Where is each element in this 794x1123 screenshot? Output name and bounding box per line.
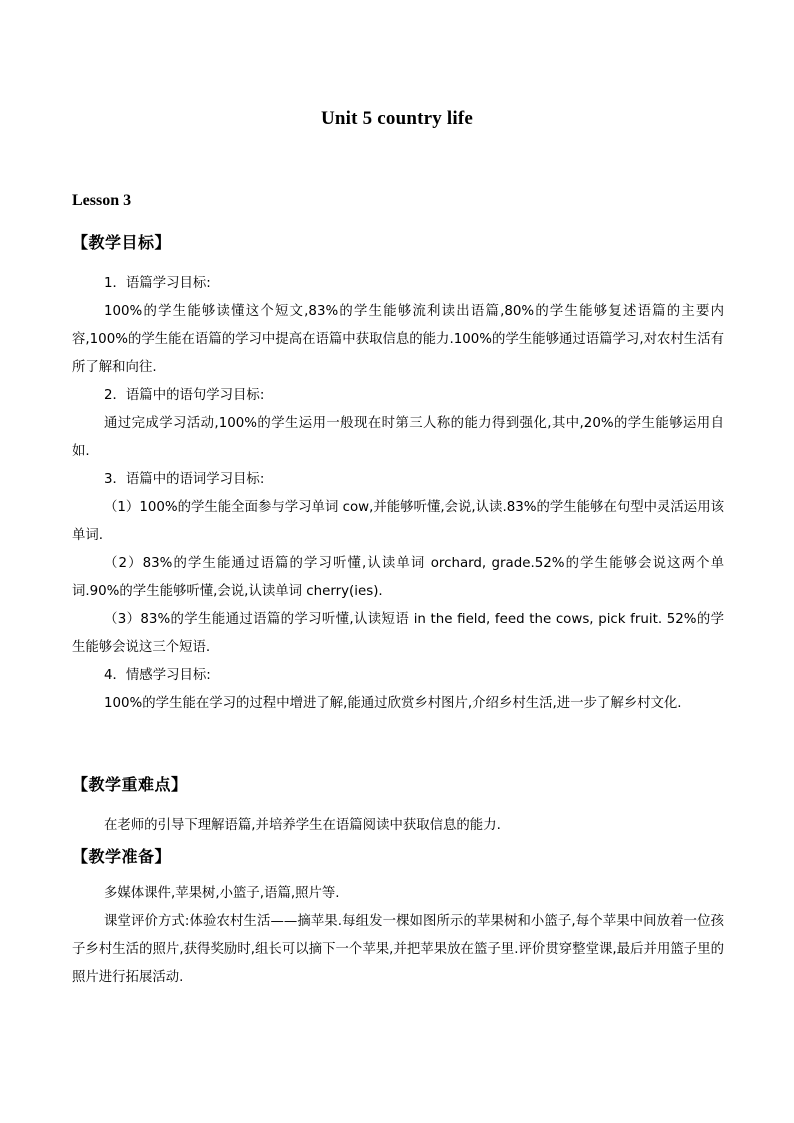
- key-points-heading: 【教学重难点】: [72, 775, 188, 794]
- objective-3-sub-1: （1）100%的学生能全面参与学习单词 cow,并能够听懂,会说,认读.83%的学生能够在句型中灵活运用该单词.: [72, 500, 724, 543]
- lesson-label: Lesson 3: [72, 192, 132, 209]
- objective-4-title: 4．情感学习目标:: [104, 668, 211, 683]
- objective-4-text: 100%的学生能在学习的过程中增进了解,能通过欣赏乡村图片,介绍乡村生活,进一步了解乡村文化.: [104, 696, 682, 711]
- objectives-section: [72, 270, 724, 718]
- objective-2-text: 通过完成学习活动,100%的学生运用一般现在时第三人称的能力得到强化,其中,20%的学生能够运用自如.: [72, 416, 724, 459]
- document-title: Unit 5 country life: [320, 108, 474, 129]
- preparation-heading: 【教学准备】: [72, 847, 172, 866]
- key-points-text: 在老师的引导下理解语篇,并培养学生在语篇阅读中获取信息的能力.: [104, 818, 501, 833]
- objective-3-sub-3: （3）83%的学生能通过语篇的学习听懂,认读短语 in the field, feed the cows, pick fruit. 52%的学生能够会说这三个短语.: [72, 612, 724, 655]
- objectives-heading: 【教学目标】: [72, 233, 172, 252]
- objective-3-sub-2: （2）83%的学生能通过语篇的学习听懂,认读单词 orchard, grade.52%的学生能够会说这两个单词.90%的学生能够听懂,会说,认读单词 cherry(ies).: [72, 556, 724, 599]
- objective-1-title: 1．语篇学习目标:: [104, 276, 211, 291]
- key-points-section: [72, 812, 724, 840]
- preparation-evaluation: 课堂评价方式:体验农村生活——摘苹果.每组发一棵如图所示的苹果树和小篮子,每个苹果中间放着一位孩子乡村生活的照片,获得奖励时,组长可以摘下一个苹果,并把苹果放在篮子里.评价贯穿整堂课,最后并用篮子里的照片进行拓展活动.: [72, 914, 724, 985]
- objective-1-text: 100%的学生能够读懂这个短文,83%的学生能够流利读出语篇,80%的学生能够复述语篇的主要内容,100%的学生能在语篇的学习中提高在语篇中获取信息的能力.100%的学生能够通过语篇学习,对农村生活有所了解和向往.: [72, 304, 724, 375]
- preparation-materials: 多媒体课件,苹果树,小篮子,语篇,照片等.: [104, 886, 340, 901]
- preparation-section: [72, 880, 724, 992]
- objective-3-title: 3．语篇中的语词学习目标:: [104, 472, 265, 487]
- objective-2-title: 2．语篇中的语句学习目标:: [104, 388, 265, 403]
